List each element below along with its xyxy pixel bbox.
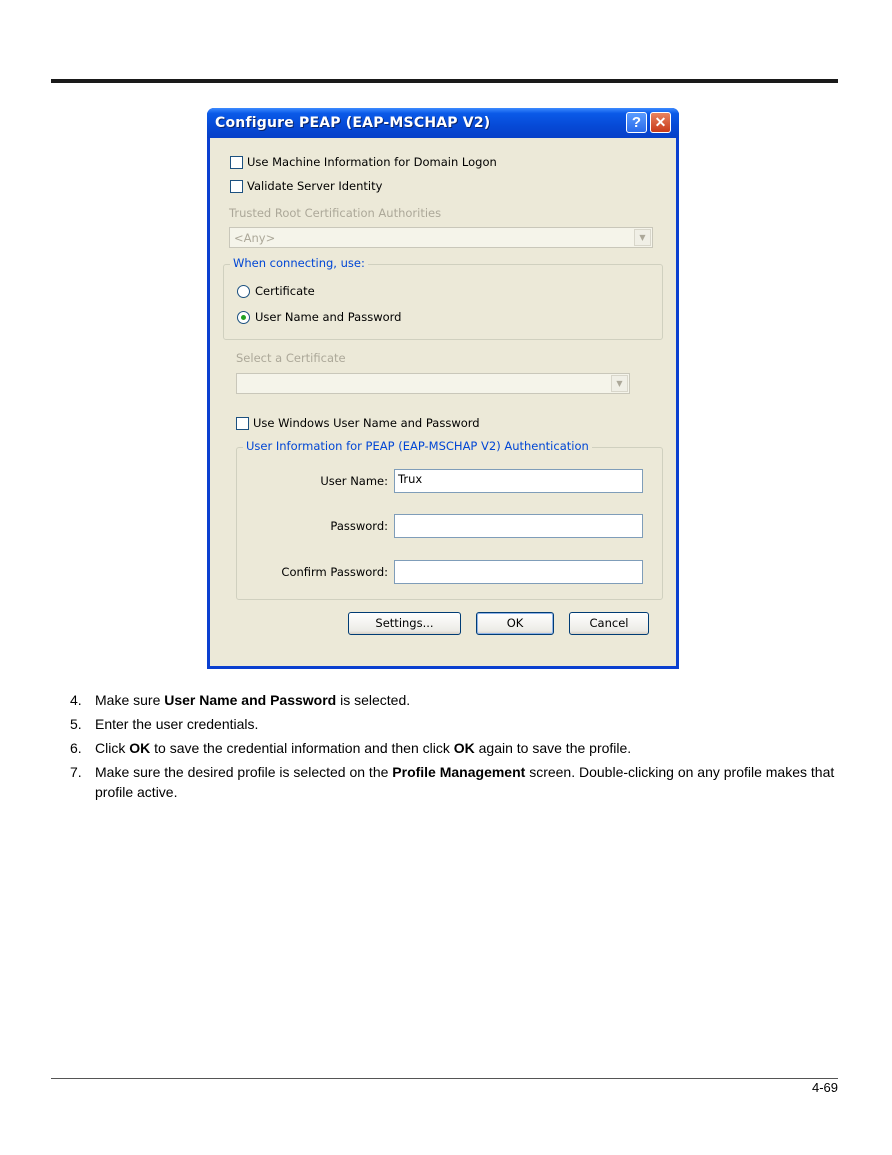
step-text: Click OK to save the credential information and then click OK again to save the profile. — [95, 740, 632, 756]
step-item — [70, 738, 850, 758]
step-number: 6. — [70, 740, 82, 756]
username-password-radio-label: User Name and Password — [255, 310, 402, 324]
ok-button[interactable]: OK — [476, 612, 554, 635]
certificate-radio[interactable] — [237, 285, 250, 298]
dialog-titlebar[interactable] — [207, 108, 679, 138]
page-number: 4-69 — [811, 1080, 838, 1095]
dialog-client-area — [210, 138, 676, 666]
when-connecting-group — [223, 256, 663, 340]
password-field[interactable] — [394, 514, 643, 538]
trusted-root-label: Trusted Root Certification Authorities — [229, 206, 442, 220]
close-icon: ✕ — [654, 114, 667, 130]
step-item — [70, 690, 850, 710]
username-password-radio[interactable] — [237, 311, 250, 324]
use-windows-credentials-label: Use Windows User Name and Password — [253, 416, 480, 430]
chevron-down-icon: ▼ — [634, 229, 651, 246]
chevron-down-icon: ▼ — [611, 375, 628, 392]
confirm-password-field[interactable] — [394, 560, 643, 584]
close-button[interactable] — [650, 112, 671, 133]
use-machine-info-label: Use Machine Information for Domain Logon — [247, 155, 497, 169]
password-label: Password: — [330, 519, 388, 533]
help-button[interactable] — [626, 112, 647, 133]
use-windows-credentials-checkbox[interactable] — [236, 417, 249, 430]
step-number: 7. — [70, 764, 82, 780]
step-text: Enter the user credentials. — [95, 716, 259, 732]
step-text: Make sure the desired profile is selected on the Profile Management screen. Double-clicking on any profile makes that profile active. — [95, 764, 835, 800]
step-number: 5. — [70, 716, 82, 732]
settings-button[interactable]: Settings... — [348, 612, 461, 635]
help-icon: ? — [631, 114, 642, 131]
cancel-button[interactable]: Cancel — [569, 612, 649, 635]
select-certificate-dropdown[interactable] — [236, 373, 630, 394]
step-text: Make sure User Name and Password is selected. — [95, 692, 411, 708]
validate-server-checkbox[interactable] — [230, 180, 243, 193]
configure-peap-dialog — [207, 108, 679, 669]
step-number: 4. — [70, 692, 82, 708]
user-info-legend: User Information for PEAP (EAP-MSCHAP V2) Authentication — [243, 439, 592, 453]
confirm-password-label: Confirm Password: — [281, 565, 388, 579]
step-item — [70, 714, 850, 734]
select-certificate-label: Select a Certificate — [236, 351, 346, 365]
when-connecting-legend: When connecting, use: — [230, 256, 368, 270]
use-machine-info-checkbox[interactable] — [230, 156, 243, 169]
user-info-group — [236, 439, 663, 600]
header-rule — [51, 79, 838, 83]
username-label: User Name: — [320, 474, 388, 488]
username-field[interactable] — [394, 469, 643, 493]
trusted-root-dropdown[interactable] — [229, 227, 653, 248]
footer-rule — [51, 1078, 838, 1079]
step-item — [70, 762, 850, 802]
certificate-radio-label: Certificate — [255, 284, 315, 298]
instruction-steps — [70, 690, 850, 806]
username-value: Trux — [398, 472, 423, 486]
dialog-title: Configure PEAP (EAP-MSCHAP V2) — [215, 115, 491, 131]
validate-server-label: Validate Server Identity — [247, 179, 383, 193]
trusted-root-value: <Any> — [234, 231, 276, 245]
